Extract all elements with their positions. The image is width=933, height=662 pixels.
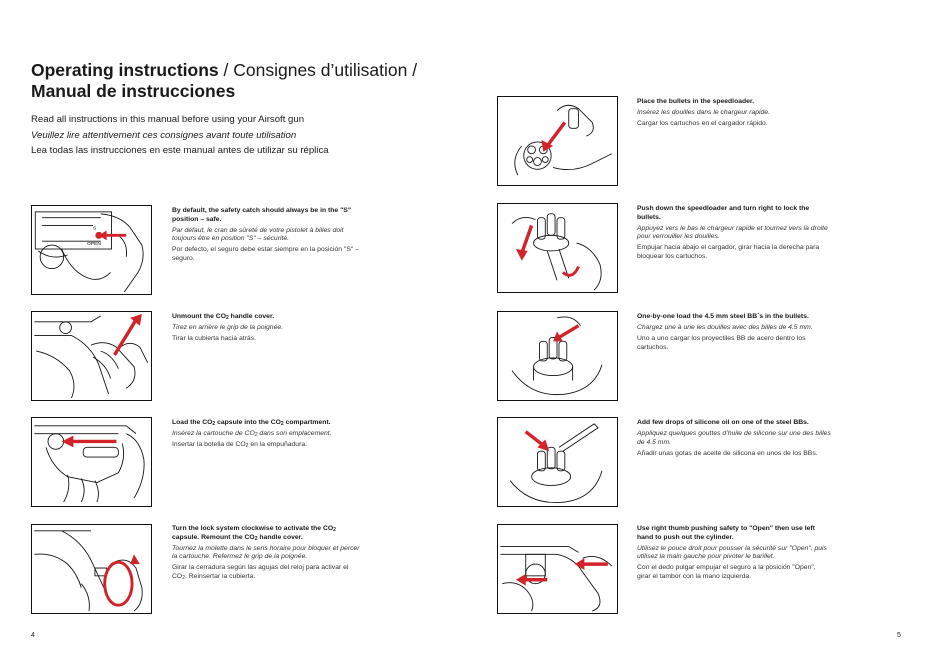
- step-safety-default: [172, 207, 362, 266]
- push-speedloader-illustration: [497, 203, 618, 293]
- open-cylinder-illustration: [497, 524, 618, 614]
- step-8-en: Add few drops of silicone oil on one of the steel BBs.: [637, 419, 809, 426]
- step-7-fr: Chargez une à une les douilles avec des billes de 4.5 mm.: [637, 324, 813, 332]
- step-place-bullets: [637, 98, 837, 131]
- step-4-es: Girar la cerradura según las agujas del reloj para activar el $CO_2$. Reinsertar la cubierta.: [172, 564, 349, 581]
- place-bullets-illustration: [497, 96, 618, 186]
- step-5-fr: Insérez les douilles dans le chargeur rapide.: [637, 109, 770, 117]
- step-5-es: Cargar los cartuchos en el cargador rápido.: [637, 120, 768, 128]
- step-8-es: Añadir unas gotas de aceite de silicona en unos de los BBs.: [637, 449, 818, 457]
- step-unmount-cover: [172, 313, 362, 346]
- step-7-en: One-by-one load the 4.5 mm steel BB´s in the bullets.: [637, 313, 809, 320]
- intro-es: Lea todas las instrucciones en este manual antes de utilizar su réplica: [31, 145, 329, 156]
- title-line2: Manual de instrucciones: [31, 81, 236, 101]
- step-push-speedloader: [637, 205, 833, 264]
- open-label: OPEN: [87, 242, 101, 248]
- step-1-fr: Par défaut, le cran de sûreté de votre pistolet à billes doit toujours être en position "S" – sécurité.: [172, 226, 344, 243]
- step-9-fr: Utilisez le pouce droit pour pousser la sécurité sur "Open", puis utilisez la main gauche pour pivoter le barillet.: [637, 544, 827, 561]
- step-3-es: Insertar la botella de $CO_2$ en la empuñadura.: [172, 441, 308, 450]
- step-2-fr: Tirez en arrière le grip de la poignée.: [172, 324, 284, 332]
- page-title: [31, 60, 451, 102]
- step-8-fr: Appliquez quelques gouttes d’huile de silicone sur une des billes de 4.5 mm.: [637, 430, 831, 446]
- step-3-en: Load the $CO_2$ capsule into the $CO_2$ compartment.: [172, 419, 331, 427]
- step-5-en: Place the bullets in the speedloader.: [637, 98, 755, 105]
- step-9-en: Use right thumb pushing safety to "Open" then use left hand to push out the cylinder.: [637, 525, 815, 541]
- step-turn-lock: [172, 525, 362, 584]
- step-load-bbs: [637, 313, 837, 355]
- step-2-es: Tirar la cubierta hacia atrás.: [172, 335, 256, 343]
- step-4-fr: Tournez la molette dans le sens horaire pour bloquer et percer la cartouche. Refermez le grip de la poignée.: [172, 544, 360, 561]
- step-6-en: Push down the speedloader and turn right to lock the bullets.: [637, 205, 810, 221]
- step-9-es: Con el dedo pulgar empujar el seguro a la posición "Open", girar el tambor con la mano izquierda.: [637, 564, 816, 580]
- step-3-fr: Insérez la cartouche de $CO_2$ dans son emplacement.: [172, 430, 332, 439]
- safety-catch-illustration: [31, 205, 152, 295]
- step-2-en: Unmount the $CO_2$ handle cover.: [172, 313, 275, 321]
- step-4-en: Turn the lock system clockwise to activate the $CO_2$ capsule. Remount the $CO_2$ handle cover.: [172, 525, 336, 542]
- intro: [31, 112, 371, 159]
- page-number-right: 5: [897, 632, 901, 639]
- load-capsule-illustration: [31, 417, 152, 507]
- step-1-es: Por defecto, el seguro debe estar siempre en la posición "S" – seguro.: [172, 246, 359, 262]
- step-6-es: Empujar hacia abajo el cargador, girar hacia la derecha para bloquear los cartuchos.: [637, 244, 820, 260]
- silicone-oil-illustration: [497, 417, 618, 507]
- turn-lock-illustration: [31, 524, 152, 614]
- step-open-cylinder: [637, 525, 827, 584]
- step-load-capsule: [172, 419, 362, 452]
- intro-en: Read all instructions in this manual before using your Airsoft gun: [31, 114, 305, 125]
- unmount-cover-illustration: [31, 311, 152, 401]
- title-rest: / Consignes d’utilisation /: [218, 60, 418, 80]
- page-number-left: 4: [31, 632, 35, 639]
- intro-fr: Veuillez lire attentivement ces consignes avant toute utilisation: [31, 129, 297, 141]
- step-1-en: By default, the safety catch should always be in the "S" position – safe.: [172, 207, 352, 223]
- step-7-es: Uno a uno cargar los proyectiles BB de acero dentro los cartuchos.: [637, 335, 806, 351]
- s-label: S: [92, 226, 97, 232]
- load-bbs-illustration: [497, 311, 618, 401]
- step-6-fr: Appuyez vers le bas le chargeur rapide et tournez vers la droite pour verrouiller les douilles.: [637, 224, 828, 241]
- step-silicone-oil: [637, 419, 837, 461]
- title-bold: Operating instructions: [31, 60, 219, 80]
